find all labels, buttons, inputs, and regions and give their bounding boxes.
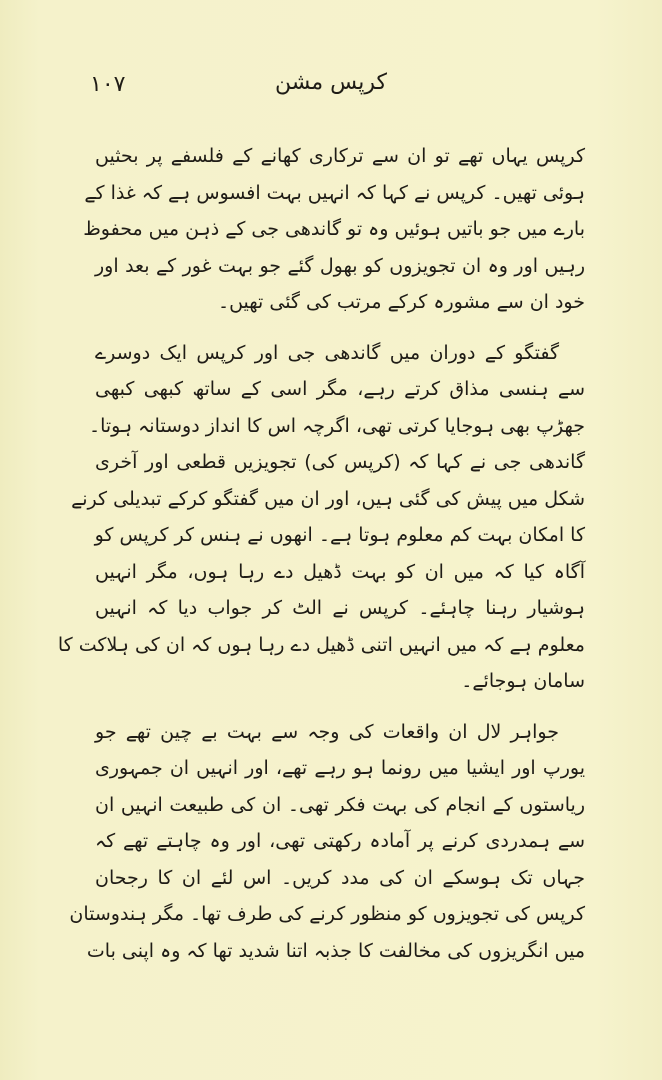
text-line: سے ہمدردی کرنے پر آمادہ رکھتی تھی، اور وہ چاہتے تھے کہ [95, 830, 585, 852]
body-text [57, 138, 585, 969]
text-line: سے ہنسی مذاق کرتے رہے، مگر اسی کے ساتھ کبھی کبھی [95, 378, 585, 400]
text-line: ریاستوں کے انجام کی بہت فکر تھی۔ ان کی طبیعت انہیں ان [95, 793, 585, 816]
text-line: گفتگو کے دوران میں گاندھی جی اور کرپس ایک دوسرے [95, 341, 559, 364]
text-line: خود ان سے مشورہ کرکے مرتب کی گئی تھیں۔ [217, 291, 585, 313]
text-line: جھڑپ بھی ہوجایا کرتی تھی، اگرچہ اس کا انداز دوستانہ ہوتا۔ [88, 414, 585, 437]
text-line: جواہر لال ان واقعات کی وجہ سے بہت بے چین تھے جو [95, 720, 559, 743]
text-line: ہوئی تھیں۔ کرپس نے کہا کہ انہیں بہت افسوس ہے کہ غذا کے [84, 181, 585, 204]
paragraph [83, 138, 585, 321]
paragraph [69, 714, 585, 970]
text-line: رہیں اور وہ ان تجویزوں کو بھول گئے جو بہت غور کے بعد اور [95, 254, 585, 277]
text-line: شکل میں پیش کی گئی ہیں، اور ان میں گفتگو کرکے تبدیلی کرنے [71, 487, 585, 510]
text-line: گاندھی جی نے کہا کہ (کرپس کی) تجویزیں قطعی اور آخری [95, 451, 585, 473]
text-line: کرپس کی تجویزوں کو منظور کرنے کی طرف تھا۔ مگر ہندوستان [69, 903, 585, 925]
paragraph-gap [95, 700, 585, 714]
text-line: کا امکان بہت کم معلوم ہوتا ہے۔ انھوں نے ہنس کر کرپس کو [94, 524, 585, 546]
page-number: ۱۰۷ [90, 72, 126, 97]
running-title: کرپس مشن [275, 70, 387, 95]
text-line: یورپ اور ایشیا میں رونما ہو رہے تھے، اور انہیں ان جمہوری [95, 757, 585, 779]
paragraph-gap [95, 321, 585, 335]
text-line: ہوشیار رہنا چاہئے۔ کرپس نے الٹ کر جواب دیا کہ انہیں [95, 597, 585, 619]
text-line: کرپس یہاں تھے تو ان سے ترکاری کھانے کے فلسفے پر بحثیں [95, 145, 585, 167]
text-line: سامان ہوجائے۔ [461, 670, 585, 692]
text-line: معلوم ہے کہ میں انہیں اتنی ڈھیل دے رہا ہوں کہ ان کی ہلاکت کا [57, 633, 585, 656]
text-line: آگاہ کیا کہ میں ان کو بہت ڈھیل دے رہا ہوں، مگر انہیں [95, 560, 585, 583]
paragraph [57, 335, 585, 700]
text-line: میں انگریزوں کی مخالفت کا جذبہ اتنا شدید تھا کہ وہ اپنی بات [86, 939, 585, 962]
text-line: بارے میں جو باتیں ہوئیں وہ تو گاندھی جی کے ذہن میں محفوظ [83, 218, 585, 240]
text-line: جہاں تک ہوسکے ان کی مدد کریں۔ اس لئے ان کا رجحان [95, 866, 585, 889]
